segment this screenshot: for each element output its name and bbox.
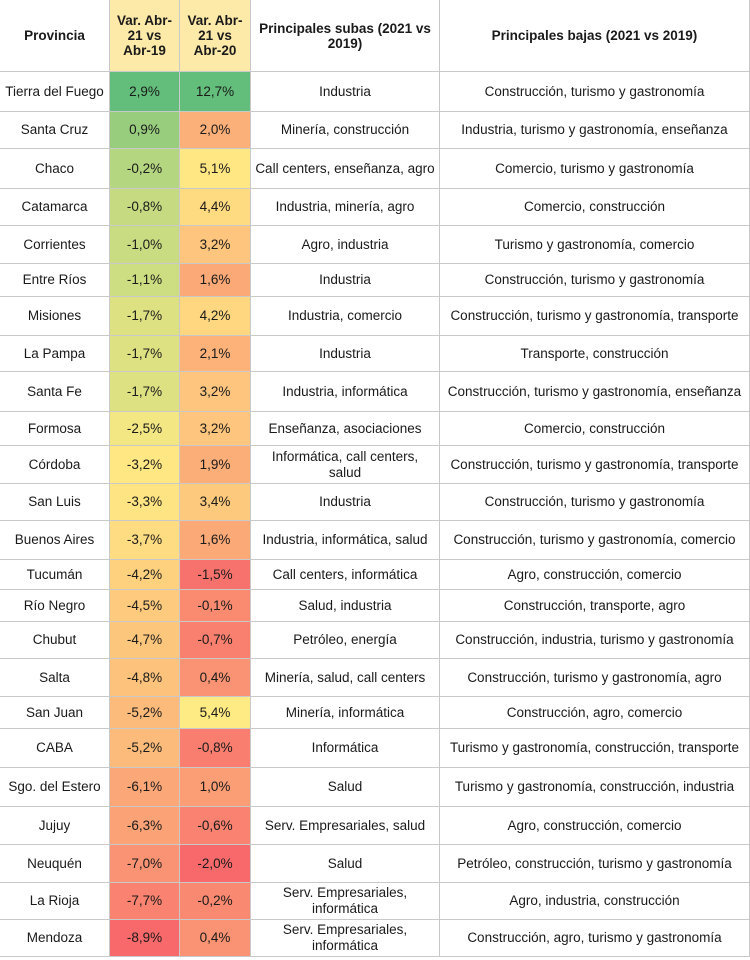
bajas-cell: Construcción, turismo y gastronomía [440, 484, 750, 521]
var-2019-cell: -8,9% [110, 920, 180, 957]
var-2019-cell: -1,7% [110, 297, 180, 336]
header-bajas: Principales bajas (2021 vs 2019) [440, 0, 750, 72]
province-cell: Corrientes [0, 226, 110, 264]
subas-cell: Enseñanza, asociaciones [251, 412, 440, 446]
bajas-cell: Comercio, construcción [440, 189, 750, 226]
var-2019-cell: -3,3% [110, 484, 180, 521]
var-2020-cell: -0,7% [180, 622, 251, 659]
province-cell: Tucumán [0, 560, 110, 590]
subas-cell: Industria [251, 264, 440, 297]
province-cell: Santa Fe [0, 372, 110, 412]
var-2019-cell: -4,2% [110, 560, 180, 590]
province-cell: Río Negro [0, 590, 110, 622]
var-2019-cell: -3,2% [110, 446, 180, 484]
province-cell: Catamarca [0, 189, 110, 226]
var-2019-cell: -0,2% [110, 149, 180, 189]
subas-cell: Minería, construcción [251, 112, 440, 149]
var-2019-cell: -4,5% [110, 590, 180, 622]
var-2020-cell: 3,2% [180, 412, 251, 446]
var-2019-cell: 2,9% [110, 72, 180, 112]
province-cell: Misiones [0, 297, 110, 336]
bajas-cell: Construcción, turismo y gastronomía, transporte [440, 297, 750, 336]
province-cell: Mendoza [0, 920, 110, 957]
var-2019-cell: -5,2% [110, 729, 180, 768]
bajas-cell: Petróleo, construcción, turismo y gastronomía [440, 845, 750, 883]
province-cell: Jujuy [0, 807, 110, 845]
header-var-2020: Var. Abr-21 vs Abr-20 [180, 0, 251, 72]
var-2019-cell: -2,5% [110, 412, 180, 446]
var-2019-cell: 0,9% [110, 112, 180, 149]
province-cell: Entre Ríos [0, 264, 110, 297]
bajas-cell: Comercio, construcción [440, 412, 750, 446]
subas-cell: Serv. Empresariales, informática [251, 883, 440, 920]
var-2019-cell: -6,1% [110, 768, 180, 807]
subas-cell: Industria, informática [251, 372, 440, 412]
province-cell: Neuquén [0, 845, 110, 883]
subas-cell: Industria, minería, agro [251, 189, 440, 226]
var-2020-cell: 0,4% [180, 920, 251, 957]
var-2020-cell: 3,4% [180, 484, 251, 521]
var-2020-cell: 1,6% [180, 521, 251, 560]
var-2019-cell: -5,2% [110, 697, 180, 729]
var-2020-cell: -1,5% [180, 560, 251, 590]
province-cell: Salta [0, 659, 110, 697]
var-2019-cell: -4,8% [110, 659, 180, 697]
bajas-cell: Comercio, turismo y gastronomía [440, 149, 750, 189]
province-cell: Chubut [0, 622, 110, 659]
var-2019-cell: -4,7% [110, 622, 180, 659]
province-cell: San Juan [0, 697, 110, 729]
bajas-cell: Turismo y gastronomía, construcción, industria [440, 768, 750, 807]
bajas-cell: Turismo y gastronomía, comercio [440, 226, 750, 264]
subas-cell: Salud, industria [251, 590, 440, 622]
bajas-cell: Construcción, turismo y gastronomía, transporte [440, 446, 750, 484]
subas-cell: Industria, informática, salud [251, 521, 440, 560]
var-2020-cell: 12,7% [180, 72, 251, 112]
province-cell: Tierra del Fuego [0, 72, 110, 112]
var-2020-cell: 3,2% [180, 372, 251, 412]
province-cell: La Pampa [0, 336, 110, 372]
var-2019-cell: -7,0% [110, 845, 180, 883]
var-2020-cell: -0,1% [180, 590, 251, 622]
var-2020-cell: -2,0% [180, 845, 251, 883]
subas-cell: Call centers, informática [251, 560, 440, 590]
subas-cell: Salud [251, 768, 440, 807]
province-cell: CABA [0, 729, 110, 768]
var-2019-cell: -1,1% [110, 264, 180, 297]
var-2020-cell: 2,1% [180, 336, 251, 372]
subas-cell: Industria [251, 72, 440, 112]
var-2020-cell: 1,9% [180, 446, 251, 484]
bajas-cell: Construcción, industria, turismo y gastronomía [440, 622, 750, 659]
subas-cell: Industria, comercio [251, 297, 440, 336]
var-2019-cell: -3,7% [110, 521, 180, 560]
var-2020-cell: 2,0% [180, 112, 251, 149]
bajas-cell: Turismo y gastronomía, construcción, transporte [440, 729, 750, 768]
bajas-cell: Agro, construcción, comercio [440, 807, 750, 845]
bajas-cell: Agro, construcción, comercio [440, 560, 750, 590]
header-subas: Principales subas (2021 vs 2019) [251, 0, 440, 72]
subas-cell: Minería, salud, call centers [251, 659, 440, 697]
subas-cell: Industria [251, 484, 440, 521]
bajas-cell: Construcción, transporte, agro [440, 590, 750, 622]
subas-cell: Informática [251, 729, 440, 768]
var-2020-cell: 5,4% [180, 697, 251, 729]
var-2020-cell: 5,1% [180, 149, 251, 189]
var-2019-cell: -1,7% [110, 372, 180, 412]
subas-cell: Salud [251, 845, 440, 883]
var-2019-cell: -0,8% [110, 189, 180, 226]
province-cell: Buenos Aires [0, 521, 110, 560]
bajas-cell: Construcción, turismo y gastronomía, agro [440, 659, 750, 697]
province-cell: Chaco [0, 149, 110, 189]
var-2019-cell: -1,7% [110, 336, 180, 372]
bajas-cell: Construcción, turismo y gastronomía, comercio [440, 521, 750, 560]
province-cell: Sgo. del Estero [0, 768, 110, 807]
province-cell: Santa Cruz [0, 112, 110, 149]
var-2020-cell: 4,4% [180, 189, 251, 226]
subas-cell: Petróleo, energía [251, 622, 440, 659]
bajas-cell: Construcción, turismo y gastronomía [440, 264, 750, 297]
bajas-cell: Construcción, turismo y gastronomía [440, 72, 750, 112]
bajas-cell: Transporte, construcción [440, 336, 750, 372]
var-2020-cell: 0,4% [180, 659, 251, 697]
header-var-2019: Var. Abr-21 vs Abr-19 [110, 0, 180, 72]
var-2020-cell: -0,6% [180, 807, 251, 845]
subas-cell: Informática, call centers, salud [251, 446, 440, 484]
var-2020-cell: -0,2% [180, 883, 251, 920]
subas-cell: Industria [251, 336, 440, 372]
subas-cell: Agro, industria [251, 226, 440, 264]
province-cell: Córdoba [0, 446, 110, 484]
var-2019-cell: -7,7% [110, 883, 180, 920]
var-2020-cell: 3,2% [180, 226, 251, 264]
var-2019-cell: -6,3% [110, 807, 180, 845]
subas-cell: Serv. Empresariales, salud [251, 807, 440, 845]
var-2020-cell: 1,0% [180, 768, 251, 807]
bajas-cell: Construcción, turismo y gastronomía, enseñanza [440, 372, 750, 412]
var-2020-cell: -0,8% [180, 729, 251, 768]
bajas-cell: Construcción, agro, comercio [440, 697, 750, 729]
bajas-cell: Agro, industria, construcción [440, 883, 750, 920]
subas-cell: Serv. Empresariales, informática [251, 920, 440, 957]
header-provincia: Provincia [0, 0, 110, 72]
bajas-cell: Construcción, agro, turismo y gastronomía [440, 920, 750, 957]
province-cell: Formosa [0, 412, 110, 446]
var-2020-cell: 1,6% [180, 264, 251, 297]
var-2019-cell: -1,0% [110, 226, 180, 264]
province-cell: La Rioja [0, 883, 110, 920]
province-cell: San Luis [0, 484, 110, 521]
subas-cell: Minería, informática [251, 697, 440, 729]
bajas-cell: Industria, turismo y gastronomía, enseñanza [440, 112, 750, 149]
var-2020-cell: 4,2% [180, 297, 251, 336]
subas-cell: Call centers, enseñanza, agro [251, 149, 440, 189]
